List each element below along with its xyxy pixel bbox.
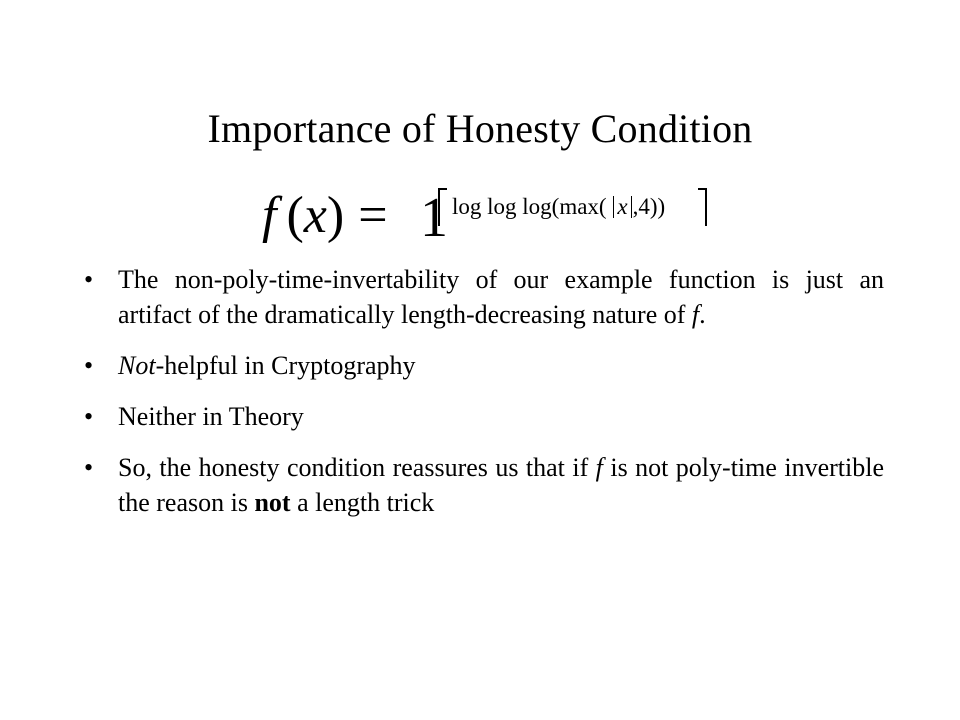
formula: [262, 180, 722, 260]
formula-function-f: f: [262, 187, 277, 244]
absolute-value: [613, 196, 631, 218]
formula-close-paren: ): [326, 187, 345, 244]
formula-lhs: [262, 186, 388, 246]
bullet-period: .: [699, 300, 706, 329]
bullet-item: [84, 348, 884, 383]
bullet-italic-f: f: [691, 300, 700, 329]
bullet-italic-not: Not: [118, 351, 156, 380]
formula-equals: =: [358, 187, 388, 244]
formula-base: 1: [420, 187, 448, 249]
bullet-text-middle: is not poly-time invertible the reason is: [118, 453, 884, 517]
bullet-text: The non-poly-time-invertability of our example function is just an artifact of the dramatically length-decreasing nature of: [118, 265, 884, 329]
bullet-item: [84, 262, 884, 332]
exponent-prefix: log log log(max(: [452, 194, 607, 219]
bullet-text-end: a length trick: [290, 488, 435, 517]
bullet-list: [84, 262, 884, 520]
formula-exponent: [452, 192, 665, 222]
bullet-dot-icon: •: [84, 265, 94, 294]
formula-variable-x: x: [303, 187, 327, 244]
bullet-text: So, the honesty condition reassures us that if: [118, 453, 596, 482]
bullet-bold-not: not: [254, 488, 291, 517]
bullet-text: -helpful in Cryptography: [155, 351, 416, 380]
bullet-item: [84, 399, 884, 434]
bullet-dot-icon: •: [84, 402, 94, 431]
exponent-variable-x: x: [617, 194, 628, 219]
bullet-italic-f: f: [595, 453, 603, 482]
slide-title: Importance of Honesty Condition: [207, 106, 753, 151]
ceiling-left-bracket: [438, 188, 447, 226]
bullet-text: Neither in Theory: [118, 402, 304, 431]
ceiling-right-bracket: [698, 188, 707, 226]
bullet-item: [84, 450, 884, 520]
bullet-dot-icon: •: [84, 351, 94, 380]
bullet-dot-icon: •: [84, 453, 94, 482]
formula-open-paren: (: [286, 187, 304, 244]
exponent-suffix: ,4)): [632, 194, 666, 219]
